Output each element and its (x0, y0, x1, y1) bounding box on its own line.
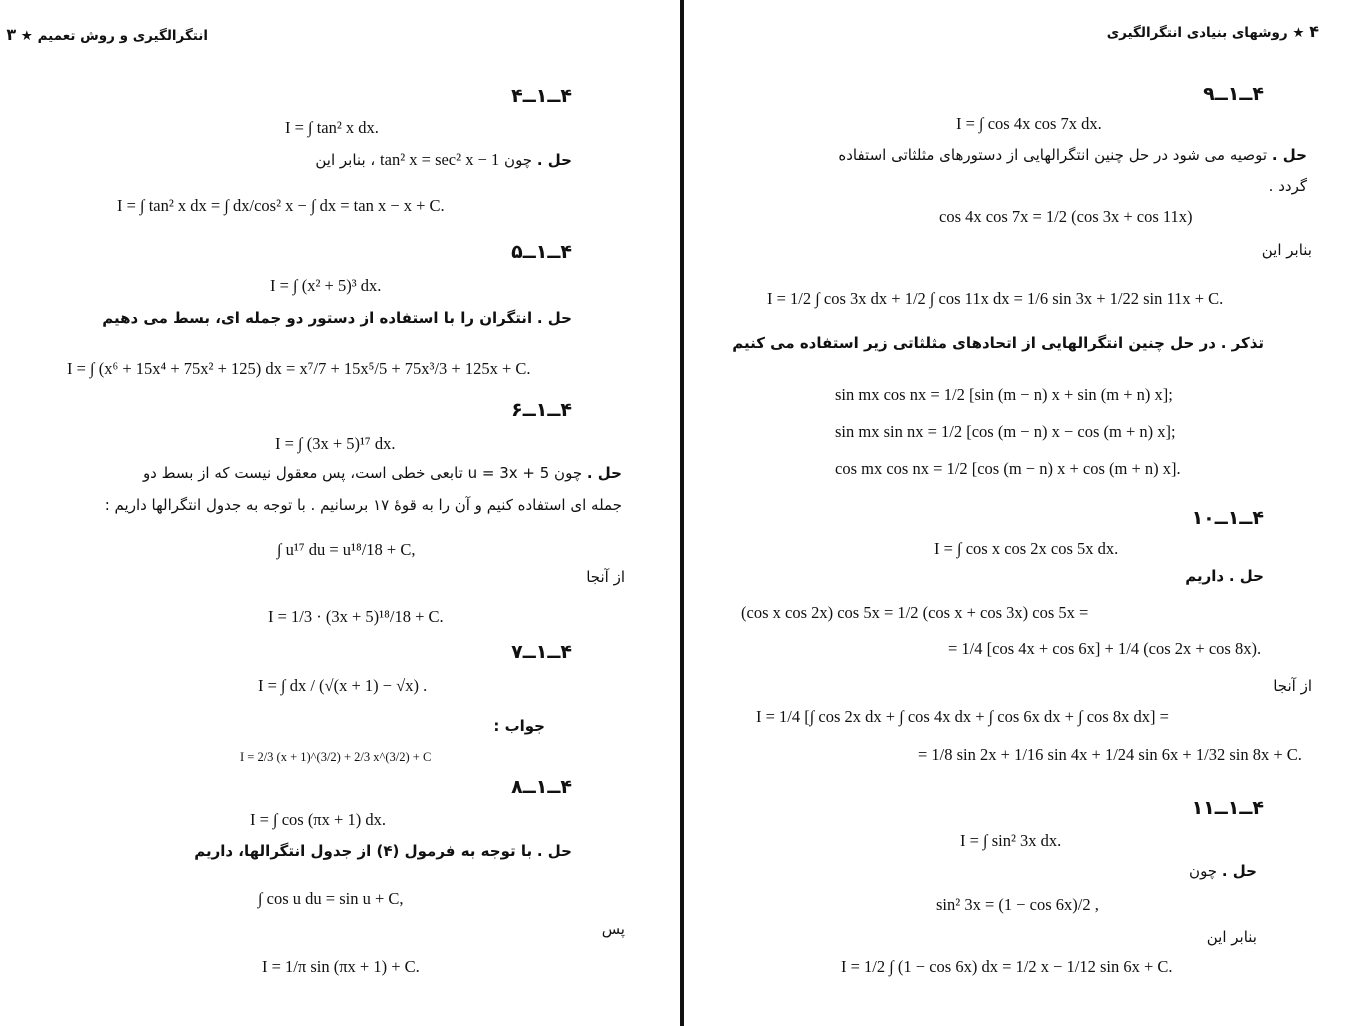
right-page (684, 0, 1367, 1026)
problem-equation: I = ∫ dx / (√(x + 1) − √x) . (258, 676, 428, 695)
result-equation: I = 1/π sin (πx + 1) + C. (262, 957, 420, 976)
identity-line: cos mx cos nx = 1/2 [cos (m − n) x + cos (m + n) x]. (835, 459, 1181, 478)
solution-text: توصیه می شود در حل چنین انتگرالهایی از دستورهای مثلثاتی استفاده (838, 146, 1268, 164)
connector-text: پس (601, 920, 625, 938)
table-equation: ∫ u¹⁷ du = u¹⁸/18 + C, (277, 540, 416, 559)
solution-label: حل . (1271, 146, 1307, 164)
solution-label: حل . (1221, 862, 1257, 880)
solution-line (838, 146, 1307, 164)
connector-text: بنابر این (1261, 241, 1312, 259)
running-header (1107, 22, 1319, 41)
note-text: در حل چنین انتگرالهایی از اتحادهای مثلثاتی زیر استفاده می کنیم (732, 334, 1216, 352)
identity-equation: sin² 3x = (1 − cos 6x)/2 , (936, 895, 1099, 914)
problem-equation: I = ∫ cos x cos 2x cos 5x dx. (934, 539, 1119, 558)
solution-text: با توجه به فرمول (۴) از جدول انتگرالها، داریم (194, 842, 533, 860)
problem-equation: I = ∫ cos 4x cos 7x dx. (956, 114, 1102, 133)
left-page (0, 0, 680, 1026)
section-number: ۴ــ۱ــ۶ (511, 399, 572, 421)
identity-line: sin mx cos nx = 1/2 [sin (m − n) x + sin (m + n) x]; (835, 385, 1173, 404)
solution-text: چون (504, 151, 533, 169)
equation-line: = 1/8 sin 2x + 1/16 sin 4x + 1/24 sin 6x + 1/32 sin 8x + C. (918, 745, 1302, 764)
section-number: ۴ــ۱ــ۵ (511, 241, 572, 263)
problem-equation: I = ∫ sin² 3x dx. (960, 831, 1062, 850)
solution-line: جمله ای استفاده کنیم و آن را به قوهٔ ۱۷ برسانیم . با توجه به جدول انتگرالها داریم : (104, 496, 622, 514)
solution-line (1189, 862, 1257, 880)
identity-line: sin mx sin nx = 1/2 [cos (m − n) x − cos (m + n) x]; (835, 422, 1176, 441)
answer-label: جواب : (493, 717, 545, 735)
note-label: تذکر . (1220, 334, 1264, 352)
solution-math: tan² x = sec² x − 1 (380, 150, 500, 169)
header-title: روشهای بنیادی انتگرالگیری (1106, 25, 1288, 41)
solution-line: گردد . (1268, 177, 1307, 195)
section-number: ۴ــ۱ــ۷ (511, 641, 572, 663)
note-line (732, 334, 1264, 352)
solution-line (143, 464, 622, 482)
identity-equation: cos 4x cos 7x = 1/2 (cos 3x + cos 11x) (939, 207, 1193, 226)
solution-label: حل . (1228, 567, 1264, 585)
result-equation: I = ∫ (x⁶ + 15x⁴ + 75x² + 125) dx = x⁷/7 + 15x⁵/5 + 75x³/3 + 125x + C. (67, 359, 531, 378)
solution-line (315, 150, 572, 170)
section-number: ۴ــ۱ــ۹ (1203, 83, 1264, 105)
section-number: ۴ــ۱ــ۱۰ (1191, 507, 1264, 529)
solution-text: چون u = 3x + 5 تابعی خطی است، پس معقول نیست که از بسط دو (142, 464, 583, 482)
table-equation: ∫ cos u du = sin u + C, (258, 889, 404, 908)
connector-text: از آنجا (586, 568, 625, 586)
answer-equation: I = 2/3 (x + 1)^(3/2) + 2/3 x^(3/2) + C (240, 750, 432, 764)
solution-label: حل . (536, 842, 572, 860)
section-number: ۴ــ۱ــ۸ (511, 776, 572, 798)
page-number: ۴ (1309, 22, 1319, 41)
header-star-icon: ★ (16, 28, 33, 44)
page-number: ۳ (6, 25, 17, 44)
connector-text: بنابر این (1206, 928, 1257, 946)
header-star-icon: ★ (1287, 25, 1305, 41)
solution-label: حل . (536, 309, 572, 327)
equation-line: (cos x cos 2x) cos 5x = 1/2 (cos x + cos 3x) cos 5x = (741, 603, 1089, 622)
solution-label: حل . (586, 464, 622, 482)
result-equation: I = 1/3 · (3x + 5)¹⁸/18 + C. (268, 607, 444, 626)
solution-text: داریم (1185, 567, 1225, 585)
connector-text: از آنجا (1273, 677, 1312, 695)
solution-text: ، بنابر این (315, 151, 376, 169)
problem-equation: I = ∫ tan² x dx. (285, 118, 379, 137)
result-equation: I = 1/2 ∫ (1 − cos 6x) dx = 1/2 x − 1/12 sin 6x + C. (841, 957, 1173, 976)
solution-line (102, 309, 572, 327)
running-header (6, 25, 208, 44)
equation-line: = 1/4 [cos 4x + cos 6x] + 1/4 (cos 2x + cos 8x). (948, 639, 1262, 658)
section-number: ۴ــ۱ــ۱۱ (1191, 797, 1264, 819)
solution-text: چون (1189, 862, 1218, 880)
solution-line (1185, 567, 1264, 585)
problem-equation: I = ∫ (3x + 5)¹⁷ dx. (275, 434, 396, 453)
equation-line: I = 1/4 [∫ cos 2x dx + ∫ cos 4x dx + ∫ cos 6x dx + ∫ cos 8x dx] = (756, 707, 1169, 726)
section-number: ۴ــ۱ــ۴ (511, 85, 572, 107)
result-equation: I = 1/2 ∫ cos 3x dx + 1/2 ∫ cos 11x dx = 1/6 sin 3x + 1/22 sin 11x + C. (767, 289, 1224, 308)
problem-equation: I = ∫ (x² + 5)³ dx. (270, 276, 382, 295)
solution-label: حل . (536, 151, 572, 169)
solution-line (194, 842, 572, 860)
result-equation: I = ∫ tan² x dx = ∫ dx/cos² x − ∫ dx = tan x − x + C. (117, 196, 445, 215)
header-title: انتگرالگیری و روش تعمیم (37, 28, 208, 44)
problem-equation: I = ∫ cos (πx + 1) dx. (250, 810, 386, 829)
solution-text: انتگران را با استفاده از دستور دو جمله ای، بسط می دهیم (102, 309, 533, 327)
